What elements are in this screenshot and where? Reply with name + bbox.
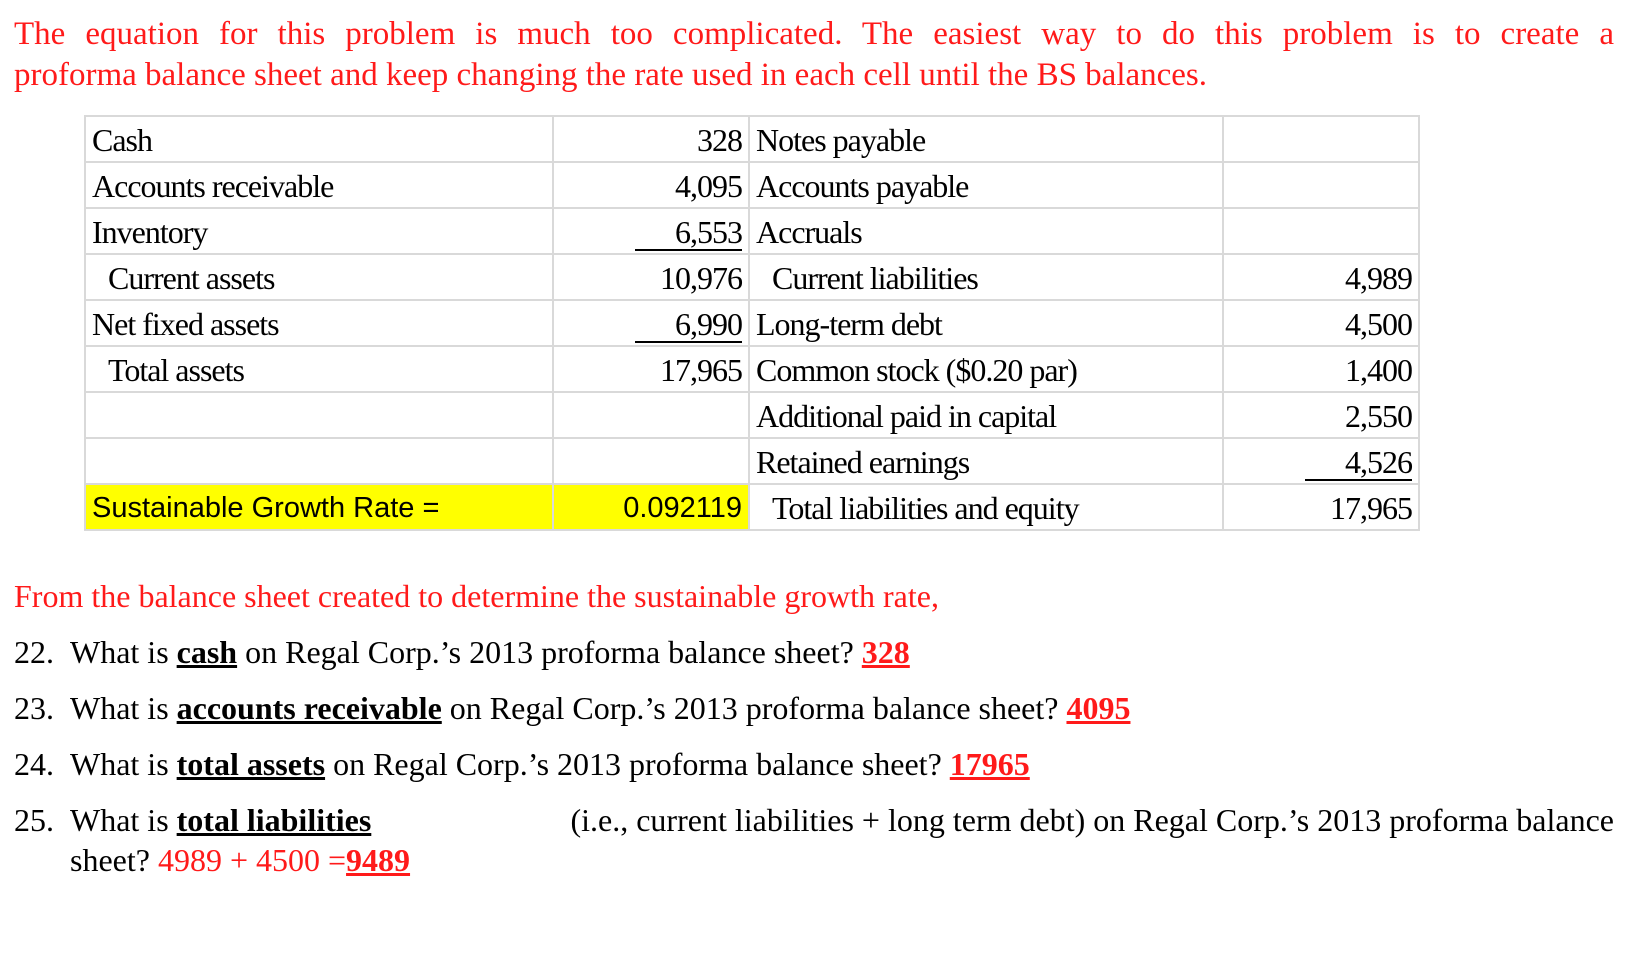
question-24: 24. What is total assets on Regal Corp.’s 2013 proforma balance sheet? 17965: [14, 746, 1030, 782]
asset-value: 17,965: [553, 346, 749, 392]
liability-value: [1223, 162, 1419, 208]
question-keyword: accounts receivable: [176, 690, 442, 726]
underlined-value: 6,990: [635, 307, 742, 343]
total-liabilities-equity-value: 17,965: [1223, 484, 1419, 530]
question-22: 22. What is cash on Regal Corp.’s 2013 proforma balance sheet? 328: [14, 634, 910, 670]
asset-label: [85, 438, 553, 484]
total-liabilities-equity-label: Total liabilities and equity: [749, 484, 1223, 530]
asset-value: [553, 208, 749, 254]
answer: 328: [861, 634, 910, 670]
answer: 9489: [346, 842, 411, 878]
asset-label: Inventory: [85, 208, 553, 254]
intro-line-2: proforma balance sheet and keep changing the rate used in each cell until the BS balances.: [14, 57, 1208, 93]
question-25: 25. What is total liabilities (i.e., current liabilities + long term debt) on Regal Corp.’s 2013 proforma balance sheet? 4989 + 4500 =9489: [14, 802, 1614, 878]
liability-value: [1223, 116, 1419, 162]
table-row-final: [85, 484, 1419, 530]
growth-rate-label: Sustainable Growth Rate =: [85, 484, 553, 530]
table-row: [85, 254, 1419, 300]
table-row: [85, 162, 1419, 208]
table-row: [85, 208, 1419, 254]
answer: 4095: [1066, 690, 1131, 726]
asset-value: [553, 438, 749, 484]
liability-label: Current liabilities: [749, 254, 1223, 300]
liability-label: Long-term debt: [749, 300, 1223, 346]
liability-value: 2,550: [1223, 392, 1419, 438]
liability-value: 4,500: [1223, 300, 1419, 346]
table-row: [85, 346, 1419, 392]
underlined-value: 6,553: [635, 215, 742, 251]
liability-value: 4,989: [1223, 254, 1419, 300]
table-row: [85, 300, 1419, 346]
liability-label: Retained earnings: [749, 438, 1223, 484]
questions-heading: From the balance sheet created to determine the sustainable growth rate,: [14, 578, 939, 614]
liability-label: Common stock ($0.20 par): [749, 346, 1223, 392]
answer: 17965: [949, 746, 1030, 782]
asset-label: Accounts receivable: [85, 162, 553, 208]
liability-label: Accruals: [749, 208, 1223, 254]
question-23: 23. What is accounts receivable on Regal Corp.’s 2013 proforma balance sheet? 4095: [14, 690, 1131, 726]
underlined-value: 4,526: [1305, 445, 1412, 481]
asset-label: Cash: [85, 116, 553, 162]
asset-value: 4,095: [553, 162, 749, 208]
liability-value: [1223, 438, 1419, 484]
question-keyword: cash: [176, 634, 238, 670]
asset-label: Total assets: [85, 346, 553, 392]
table-row: [85, 392, 1419, 438]
intro-paragraph: [14, 14, 1614, 96]
proforma-balance-sheet: [84, 115, 1420, 531]
asset-value: [553, 300, 749, 346]
liability-value: [1223, 208, 1419, 254]
question-keyword: total liabilities: [176, 802, 372, 838]
liability-label: Additional paid in capital: [749, 392, 1223, 438]
growth-rate-value: 0.092119: [553, 484, 749, 530]
liability-label: Notes payable: [749, 116, 1223, 162]
question-keyword: total assets: [176, 746, 326, 782]
table-row: [85, 438, 1419, 484]
asset-value: 10,976: [553, 254, 749, 300]
asset-label: Net fixed assets: [85, 300, 553, 346]
intro-line-1: The equation for this problem is much too complicated. The easiest way to do this problem is to create a: [14, 16, 1614, 52]
asset-value: [553, 392, 749, 438]
asset-label: [85, 392, 553, 438]
liability-value: 1,400: [1223, 346, 1419, 392]
calculation: 4989 + 4500 =: [157, 842, 347, 878]
asset-value: 328: [553, 116, 749, 162]
asset-label: Current assets: [85, 254, 553, 300]
liability-label: Accounts payable: [749, 162, 1223, 208]
table-row: [85, 116, 1419, 162]
